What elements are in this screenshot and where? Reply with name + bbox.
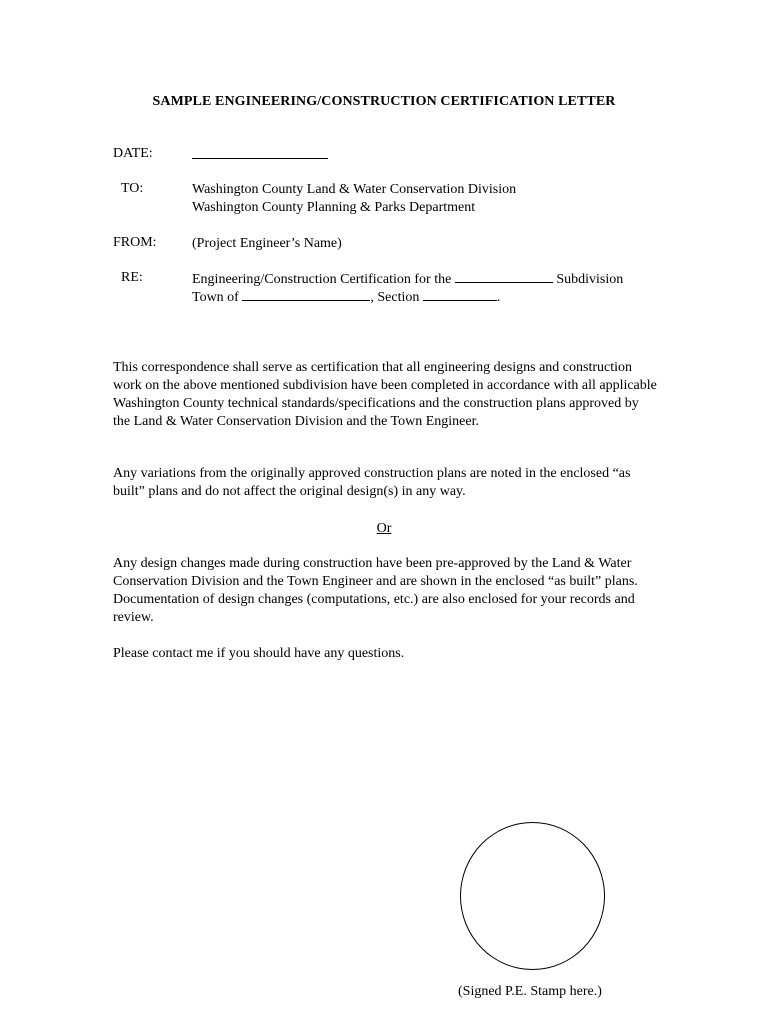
subdivision-blank-line <box>455 270 553 283</box>
to-recipient-2: Washington County Planning & Parks Department <box>192 200 476 215</box>
re-line-2-end: . <box>496 290 501 305</box>
date-blank-line <box>192 146 328 159</box>
town-blank-line <box>242 288 370 301</box>
stamp-caption: (Signed P.E. Stamp here.) <box>458 984 602 999</box>
date-blank <box>192 146 328 165</box>
or-separator: Or <box>376 521 392 536</box>
section-blank-line <box>423 288 497 301</box>
paragraph-variations: Any variations from the originally approved construction plans are noted in the enclosed “as built” plans and do not affect the original design(s) in any way. <box>113 466 631 499</box>
re-line-1-suffix: Subdivision <box>556 272 624 287</box>
document-title: SAMPLE ENGINEERING/CONSTRUCTION CERTIFICATION LETTER <box>152 94 616 109</box>
re-line-1-prefix: Engineering/Construction Certification for the <box>192 272 452 287</box>
date-label: DATE: <box>113 146 153 161</box>
from-value: (Project Engineer’s Name) <box>192 236 342 251</box>
re-line-2-mid: , Section <box>370 290 420 305</box>
paragraph-contact: Please contact me if you should have any questions. <box>113 646 405 661</box>
re-line-1 <box>192 270 623 289</box>
from-label: FROM: <box>113 235 157 250</box>
re-line-2-prefix: Town of <box>192 290 239 305</box>
re-line-2 <box>192 288 500 307</box>
to-recipient-1: Washington County Land & Water Conservation Division <box>192 182 517 197</box>
pe-stamp-circle <box>460 822 605 970</box>
paragraph-certification: This correspondence shall serve as certification that all engineering designs and construction work on the above mentioned subdivision have been completed in accordance with all applicable Washington County technical standards/specifications and the construction plans approved by the Land & Water Conservation Division and the Town Engineer. <box>113 360 657 429</box>
to-label: TO: <box>121 181 144 196</box>
re-label: RE: <box>121 270 143 285</box>
paragraph-design-changes: Any design changes made during construction have been pre-approved by the Land & Water Conservation Division and the Town Engineer and are shown in the enclosed “as built” plans. Documentation of design changes (computations, etc.) are also enclosed for your records and review. <box>113 556 638 625</box>
